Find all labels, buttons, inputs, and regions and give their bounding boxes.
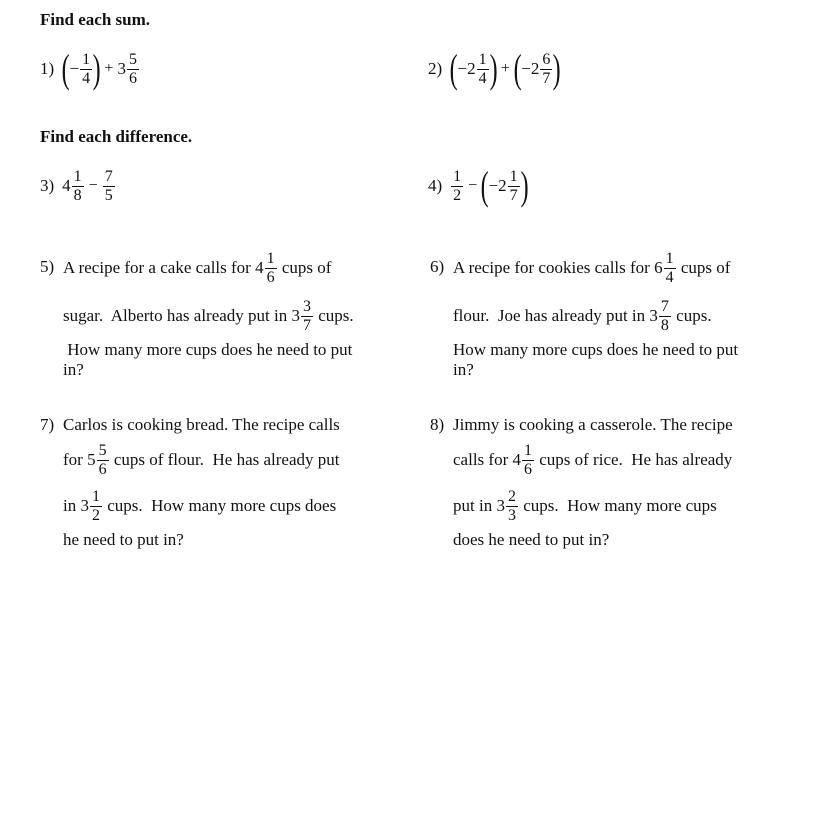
denominator: 7 — [542, 69, 551, 87]
fraction — [301, 298, 313, 335]
sign: − — [69, 59, 80, 78]
denominator: 5 — [104, 186, 113, 204]
fraction — [72, 168, 84, 205]
numerator: 7 — [104, 167, 113, 185]
problem-6-number: 6) — [430, 257, 445, 276]
numerator: 1 — [665, 249, 674, 267]
operator: − — [88, 177, 98, 194]
problem-5-number: 5) — [40, 257, 55, 276]
problem-2 — [428, 46, 562, 91]
problem-6-line — [453, 248, 730, 288]
problem-8-line — [453, 486, 717, 526]
problem-number: 4) — [428, 176, 443, 195]
problem-number: 3) — [40, 176, 55, 195]
problem-6-line — [453, 296, 712, 336]
numerator: 3 — [303, 297, 312, 315]
text-segment: A recipe for a cake calls for — [63, 258, 256, 277]
problem-5-line: How many more cups does he need to put — [63, 340, 353, 359]
denominator: 6 — [266, 268, 275, 286]
right-paren: ) — [92, 46, 101, 91]
denominator: 2 — [453, 186, 462, 204]
denominator: 6 — [523, 460, 532, 478]
problem-7-line — [63, 440, 340, 480]
whole-number: −2 — [488, 176, 507, 195]
text-segment: 3 — [649, 306, 658, 325]
fraction — [477, 51, 489, 88]
problem-1 — [40, 46, 140, 91]
denominator: 6 — [128, 69, 137, 87]
section-header-difference: Find each difference. — [40, 127, 193, 146]
left-paren: ( — [513, 46, 522, 91]
problem-7-line: Carlos is cooking bread. The recipe calls — [63, 415, 340, 434]
text-segment: sugar. Alberto has already put in — [63, 306, 292, 325]
text-segment: 3 — [291, 306, 301, 325]
text-segment: cups. — [314, 306, 354, 325]
denominator: 8 — [660, 316, 669, 334]
text-segment: 4 — [512, 450, 521, 469]
right-paren: ) — [489, 46, 498, 91]
fraction — [127, 51, 139, 88]
fraction — [265, 250, 277, 287]
numerator: 1 — [509, 167, 518, 185]
text-segment: 6 — [654, 258, 663, 277]
text-segment: 5 — [87, 450, 96, 469]
fraction — [90, 488, 102, 525]
fraction — [103, 168, 115, 205]
numerator: 1 — [453, 167, 462, 185]
numerator: 5 — [128, 50, 137, 68]
numerator: 1 — [73, 167, 82, 185]
numerator: 2 — [507, 487, 516, 505]
problem-7-line: he need to put in? — [63, 530, 184, 549]
problem-8-line — [453, 440, 732, 480]
text-segment: cups of rice. He has already — [534, 450, 733, 469]
text-segment: calls for — [453, 450, 513, 469]
fraction — [97, 442, 109, 479]
problem-3 — [40, 166, 116, 206]
numerator: 1 — [266, 249, 275, 267]
text-segment: cups. — [671, 306, 712, 325]
text-segment: cups. How many more cups — [518, 496, 717, 515]
fraction — [80, 51, 92, 88]
fraction — [659, 298, 671, 335]
denominator: 4 — [478, 69, 487, 87]
fraction — [664, 250, 676, 287]
section-header-sum: Find each sum. — [40, 10, 151, 29]
problem-5-line — [63, 248, 331, 288]
operator: + — [500, 60, 510, 77]
text-segment: for — [63, 450, 88, 469]
left-paren: ( — [61, 46, 70, 91]
problem-5-line — [63, 296, 354, 336]
text-segment: cups of — [277, 258, 332, 277]
text-segment: 4 — [255, 258, 264, 277]
problem-7-number: 7) — [40, 415, 55, 434]
whole-number: 3 — [117, 59, 126, 78]
text-segment: cups. How many more cups does — [102, 496, 337, 515]
left-paren: ( — [480, 163, 489, 208]
denominator: 2 — [91, 506, 100, 524]
fraction — [508, 168, 520, 205]
denominator: 4 — [82, 69, 91, 87]
numerator: 6 — [542, 50, 551, 68]
problem-8-line: does he need to put in? — [453, 530, 610, 549]
denominator: 7 — [509, 186, 518, 204]
whole-number: 4 — [62, 176, 71, 195]
problem-5-line: in? — [63, 360, 84, 379]
text-segment: in — [63, 496, 81, 515]
denominator: 3 — [507, 506, 516, 524]
denominator: 7 — [303, 316, 312, 334]
denominator: 8 — [73, 186, 82, 204]
right-paren: ) — [520, 163, 529, 208]
numerator: 5 — [98, 441, 107, 459]
problem-6-line: in? — [453, 360, 474, 379]
denominator: 4 — [665, 268, 674, 286]
text-segment: flour. Joe has already put in — [453, 306, 650, 325]
numerator: 7 — [660, 297, 669, 315]
problem-number: 1) — [40, 59, 55, 78]
problem-6-line: How many more cups does he need to put — [453, 340, 739, 359]
text-segment: 3 — [496, 496, 505, 515]
right-paren: ) — [553, 46, 562, 91]
fraction — [506, 488, 518, 525]
text-segment: cups of flour. He has already put — [109, 450, 340, 469]
operator: − — [468, 177, 478, 194]
problem-7-line — [63, 486, 336, 526]
whole-number: −2 — [521, 59, 540, 78]
text-segment: A recipe for cookies calls for — [453, 258, 655, 277]
text-segment: cups of — [676, 258, 731, 277]
operator: + — [104, 60, 114, 77]
numerator: 1 — [478, 50, 487, 68]
fraction — [522, 442, 534, 479]
numerator: 1 — [91, 487, 100, 505]
text-segment: put in — [453, 496, 497, 515]
fraction — [540, 51, 552, 88]
problem-number: 2) — [428, 59, 443, 78]
numerator: 1 — [523, 441, 532, 459]
whole-number: −2 — [457, 59, 476, 78]
fraction — [451, 168, 463, 205]
problem-8-number: 8) — [430, 415, 445, 434]
text-segment: 3 — [80, 496, 89, 515]
left-paren: ( — [449, 46, 458, 91]
numerator: 1 — [82, 50, 91, 68]
problem-8-line: Jimmy is cooking a casserole. The recipe — [453, 415, 733, 434]
denominator: 6 — [98, 460, 107, 478]
problem-4 — [428, 163, 529, 208]
